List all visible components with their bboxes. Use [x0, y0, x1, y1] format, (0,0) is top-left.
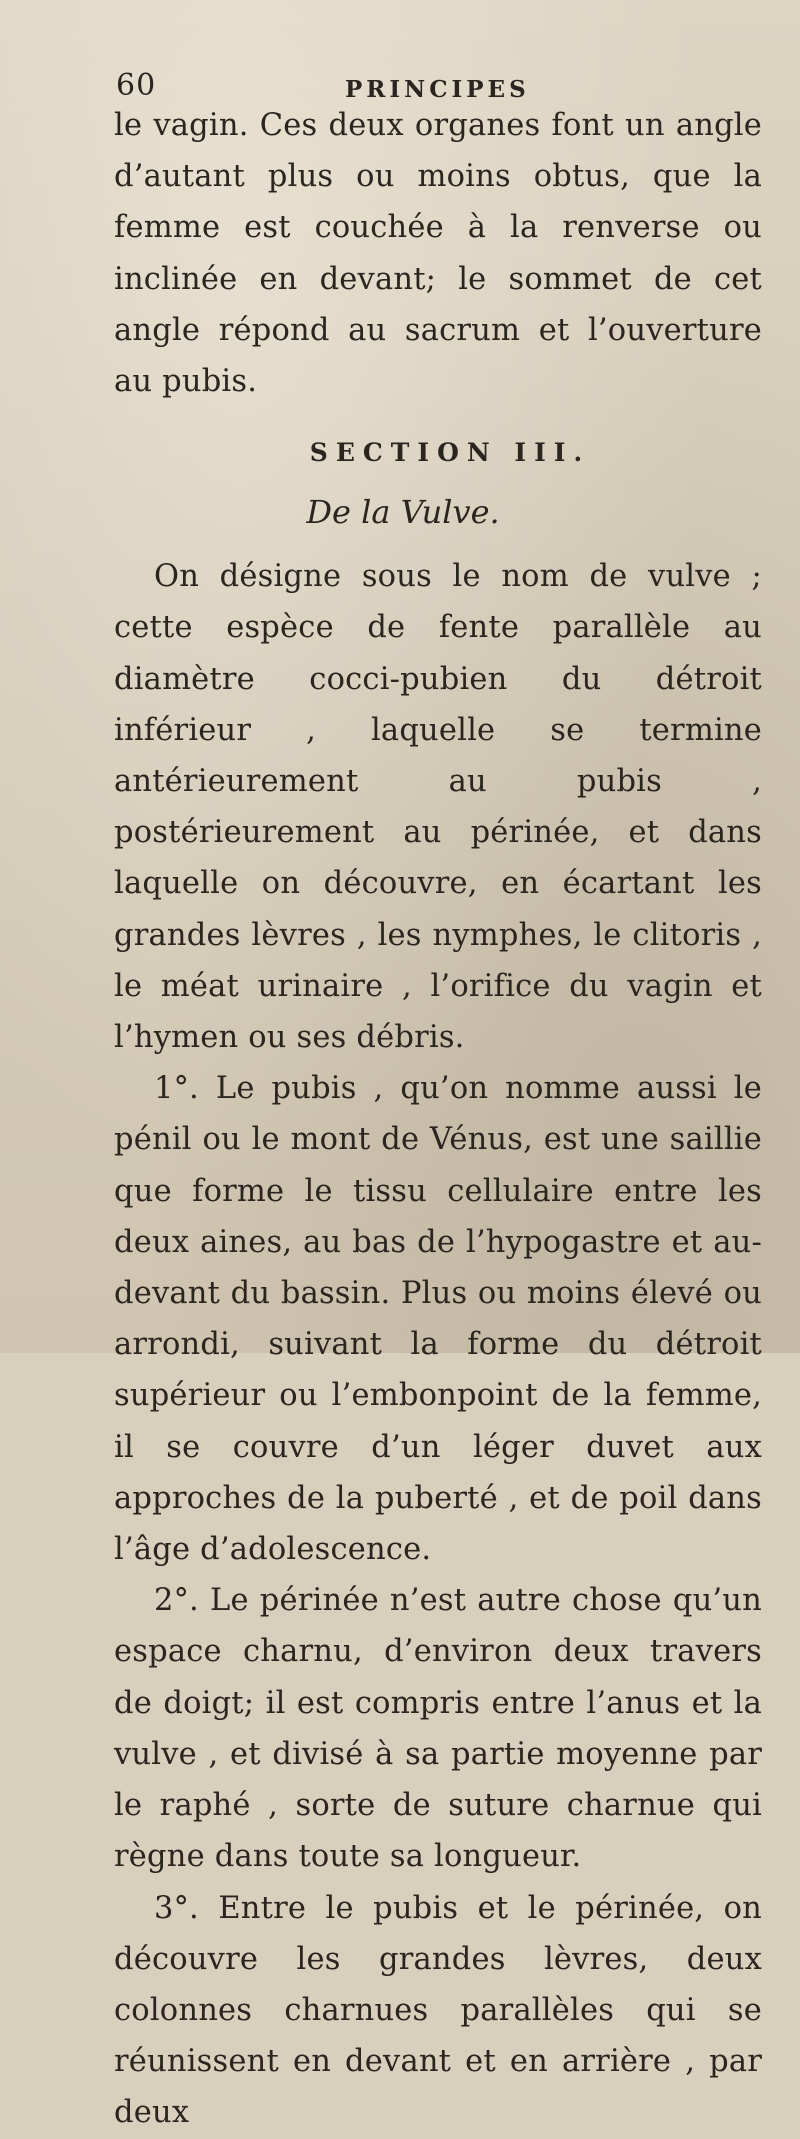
paragraph-pubis: 1°. Le pubis , qu’on nomme aussi le pénil ou le mont de Vénus, est une saillie que forme le tissu cellulaire entre les deux aines, au bas de l’hypogastre et au-devant du bassin. Plus ou moins élevé ou arrondi, suivant la forme du détroit supérieur ou l’embonpoint de la femme, il se couvre d’un léger duvet aux approches de la puberté , et de poil dans l’âge d’adolescence. [114, 1071, 762, 1568]
paragraph-intro: On désigne sous le nom de vulve ; cette espèce de fente parallèle au diamètre cocci-pubien du détroit inférieur , laquelle se termine antérieurement au pubis , postérieurement au périnée, et dans laquelle on découvre, en écartant les grandes lèvres , les nymphes, le clitoris , le méat urinaire , l’orifice du vagin et l’hymen ou ses débris. [114, 559, 762, 1056]
paragraph-continuation: le vagin. Ces deux organes font un angle d’autant plus ou moins obtus, que la femme est couchée à la renverse ou inclinée en devant; le sommet de cet angle répond au sacrum et l’ouverture au pubis. [114, 108, 762, 400]
paragraph-perinee: 2°. Le périnée n’est autre chose qu’un espace charnu, d’environ deux travers de doigt; il est compris entre l’anus et la vulve , et divisé à sa partie moyenne par le raphé , sorte de suture charnue qui règne dans toute sa longueur. [114, 1583, 762, 1875]
running-title: PRINCIPES [345, 76, 530, 103]
section-subheading: De la Vulve. [306, 493, 500, 532]
page-number: 60 [116, 68, 157, 103]
section-heading: SECTION III. [309, 438, 591, 468]
paragraph-grandes-levres: 3°. Entre le pubis et le périnée, on découvre les grandes lèvres, deux colonnes charnues parallèles qui se réunissent en devant et en arrière , par deux [114, 1890, 762, 2131]
text-block [114, 100, 762, 2139]
